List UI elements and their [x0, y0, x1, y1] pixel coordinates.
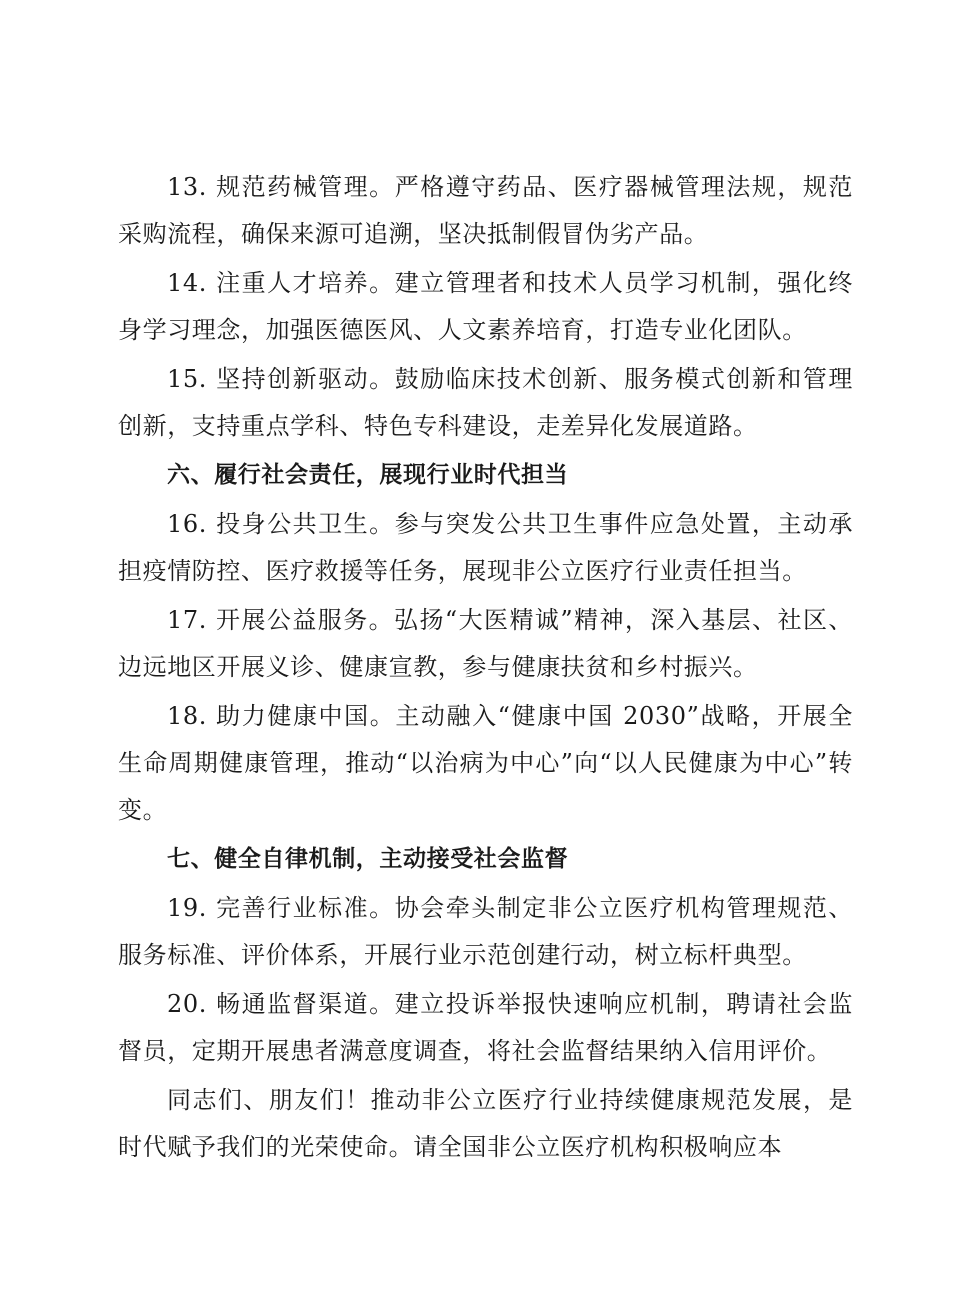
paragraph-16: 16. 投身公共卫生。参与突发公共卫生事件应急处置，主动承担疫情防控、医疗救援等任务，展现非公立医疗行业责任担当。 — [118, 510, 853, 585]
section-heading-6: 六、履行社会责任，展现行业时代担当 — [167, 462, 569, 488]
paragraph-20: 20. 畅通监督渠道。建立投诉举报快速响应机制，聘请社会监督员，定期开展患者满意度调查，将社会监督结果纳入信用评价。 — [118, 990, 853, 1065]
paragraph-14: 14. 注重人才培养。建立管理者和技术人员学习机制，强化终身学习理念，加强医德医风、人文素养培育，打造专业化团队。 — [118, 269, 853, 344]
closing-paragraph: 同志们、朋友们！推动非公立医疗行业持续健康规范发展，是时代赋予我们的光荣使命。请全国非公立医疗机构积极响应本 — [118, 1086, 853, 1161]
paragraph-19: 19. 完善行业标准。协会牵头制定非公立医疗机构管理规范、服务标准、评价体系，开展行业示范创建行动，树立标杆典型。 — [118, 894, 853, 969]
section-heading-7: 七、健全自律机制，主动接受社会监督 — [167, 846, 569, 872]
document-page — [118, 164, 853, 1173]
paragraph-13: 13. 规范药械管理。严格遵守药品、医疗器械管理法规，规范采购流程，确保来源可追溯，坚决抵制假冒伪劣产品。 — [118, 173, 853, 248]
paragraph-18: 18. 助力健康中国。主动融入“健康中国 2030”战略，开展全生命周期健康管理，推动“以治病为中心”向“以人民健康为中心”转变。 — [118, 702, 853, 824]
paragraph-17: 17. 开展公益服务。弘扬“大医精诚”精神，深入基层、社区、边远地区开展义诊、健康宣教，参与健康扶贫和乡村振兴。 — [118, 606, 853, 681]
paragraph-15: 15. 坚持创新驱动。鼓励临床技术创新、服务模式创新和管理创新，支持重点学科、特色专科建设，走差异化发展道路。 — [118, 365, 853, 440]
